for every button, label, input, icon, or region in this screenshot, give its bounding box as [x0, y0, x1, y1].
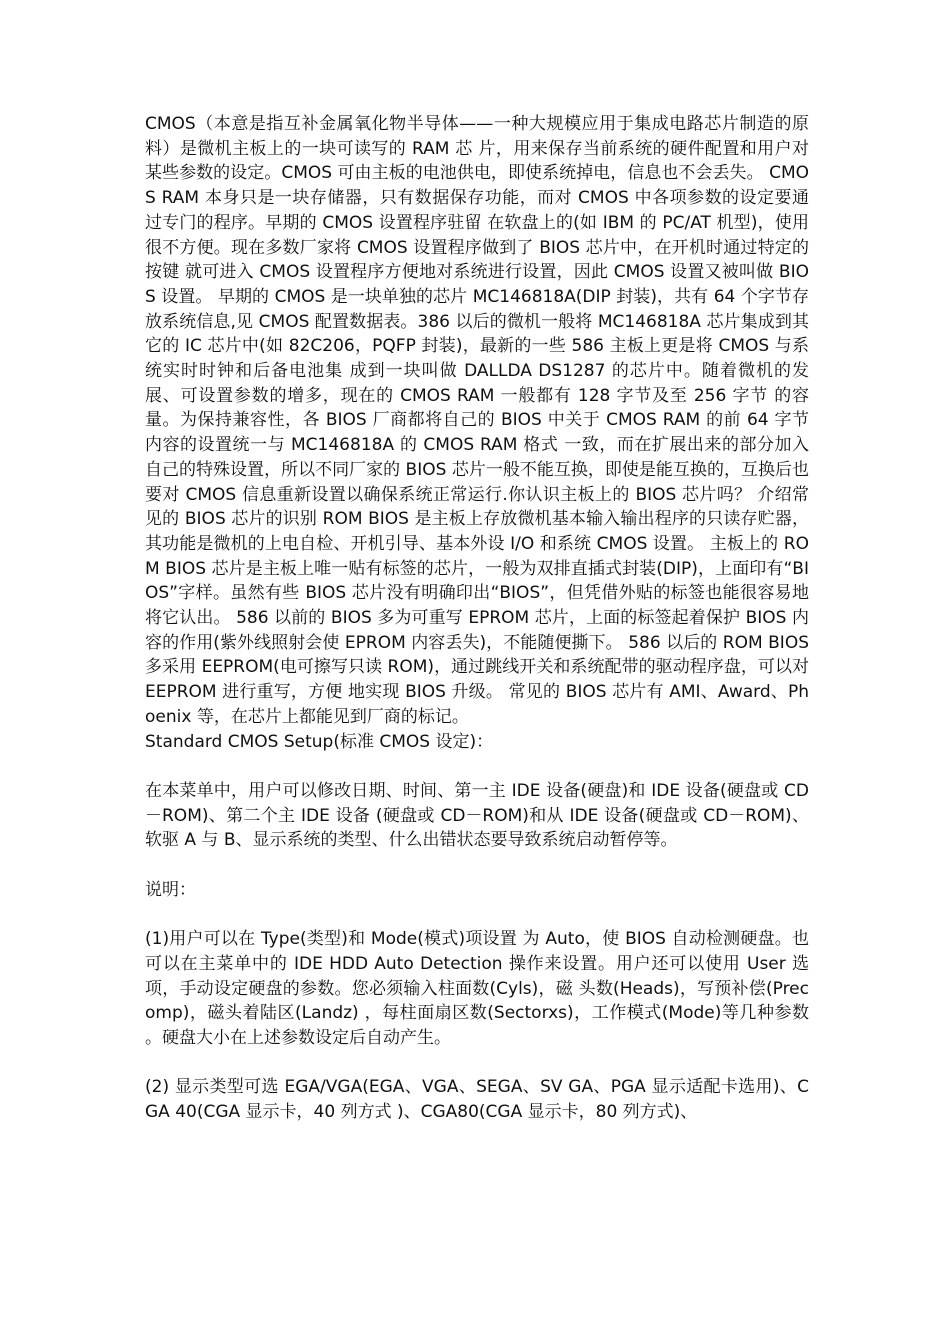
- paragraph-standard-cmos-heading: Standard CMOS Setup(标准 CMOS 设定)：: [145, 731, 494, 752]
- paragraph-note-2: (2) 显示类型可选 EGA/VGA(EGA、VGA、SEGA、SV GA、PGA 显示适配卡选用)、CGA 40(CGA 显示卡，40 列方式 )、CGA80(CGA 显示卡，80 列方式)、: [145, 1077, 809, 1123]
- document-body: [145, 112, 809, 1125]
- paragraph-menu-description: 在本菜单中，用户可以修改日期、时间、第一主 IDE 设备(硬盘)和 IDE 设备(硬盘或 CD－ROM)、第二个主 IDE 设备 (硬盘或 CD－ROM)和从 IDE 设备(硬盘或 CD－ROM)、软驱 A 与 B、显示系统的类型、什么出错状态要导致系统启动暂停等。: [145, 780, 809, 851]
- paragraph-notes-label: 说明：: [145, 879, 196, 900]
- paragraph-cmos-intro: CMOS（本意是指互补金属氧化物半导体——一种大规模应用于集成电路芯片制造的原料）是微机主板上的一块可读写的 RAM 芯 片，用来保存当前系统的硬件配置和用户对某些参数的设定。CMOS 可由主板的电池供电，即使系统掉电，信息也不会丢失。 CMOS RAM 本身只是一块存储器，只有数据保存功能，而对 CMOS 中各项参数的设定要通过专门的程序。早期的 CMOS 设置程序驻留 在软盘上的(如 IBM 的 PC/AT 机型)，使用很不方便。现在多数厂家将 CMOS 设置程序做到了 BIOS 芯片中，在开机时通过特定的按键 就可进入 CMOS 设置程序方便地对系统进行设置，因此 CMOS 设置又被叫做 BIOS 设置。 早期的 CMOS 是一块单独的芯片 MC146818A(DIP 封装)，共有 64 个字节存放系统信息,见 CMOS 配置数据表。386 以后的微机一般将 MC146818A 芯片集成到其它的 IC 芯片中(如 82C206，PQFP 封装)，最新的一些 586 主板上更是将 CMOS 与系统实时时钟和后备电池集 成到一块叫做 DALLDA DS1287 的芯片中。随着微机的发展、可设置参数的增多，现在的 CMOS RAM 一般都有 128 字节及至 256 字节 的容量。为保持兼容性，各 BIOS 厂商都将自己的 BIOS 中关于 CMOS RAM 的前 64 字节内容的设置统一与 MC146818A 的 CMOS RAM 格式 一致，而在扩展出来的部分加入自己的特殊设置，所以不同厂家的 BIOS 芯片一般不能互换，即使是能互换的，互换后也要对 CMOS 信息重新设置以确保系统正常运行.你认识主板上的 BIOS 芯片吗？ 介绍常见的 BIOS 芯片的识别 ROM BIOS 是主板上存放微机基本输入输出程序的只读存贮器，其功能是微机的上电自检、开机引导、基本外设 I/O 和系统 CMOS 设置。 主板上的 ROM BIOS 芯片是主板上唯一贴有标签的芯片，一般为双排直插式封装(DIP)，上面印有“BIOS”字样。虽然有些 BIOS 芯片没有明确印出“BIOS”，但凭借外贴的标签也能很容易地将它认出。 586 以前的 BIOS 多为可重写 EPROM 芯片，上面的标签起着保护 BIOS 内容的作用(紫外线照射会使 EPROM 内容丢失)，不能随便撕下。 586 以后的 ROM BIOS 多采用 EEPROM(电可擦写只读 ROM)，通过跳线开关和系统配带的驱动程序盘，可以对 EEPROM 进行重写，方便 地实现 BIOS 升级。 常见的 BIOS 芯片有 AMI、Award、Phoenix 等，在芯片上都能见到厂商的标记。: [145, 114, 809, 727]
- paragraph-note-1: (1)用户可以在 Type(类型)和 Mode(模式)项设置 为 Auto，使 BIOS 自动检测硬盘。也可以在主菜单中的 IDE HDD Auto Detection 操作来设置。用户还可以使用 User 选 项，手动设定硬盘的参数。您必须输入柱面数(Cyls)，磁 头数(Heads)，写预补偿(Precomp)，磁头着陆区(Landz) ，每柱面扇区数(Sectorxs)，工作模式(Mode)等几种参数 。硬盘大小在上述参数设定后自动产生。: [145, 929, 809, 1048]
